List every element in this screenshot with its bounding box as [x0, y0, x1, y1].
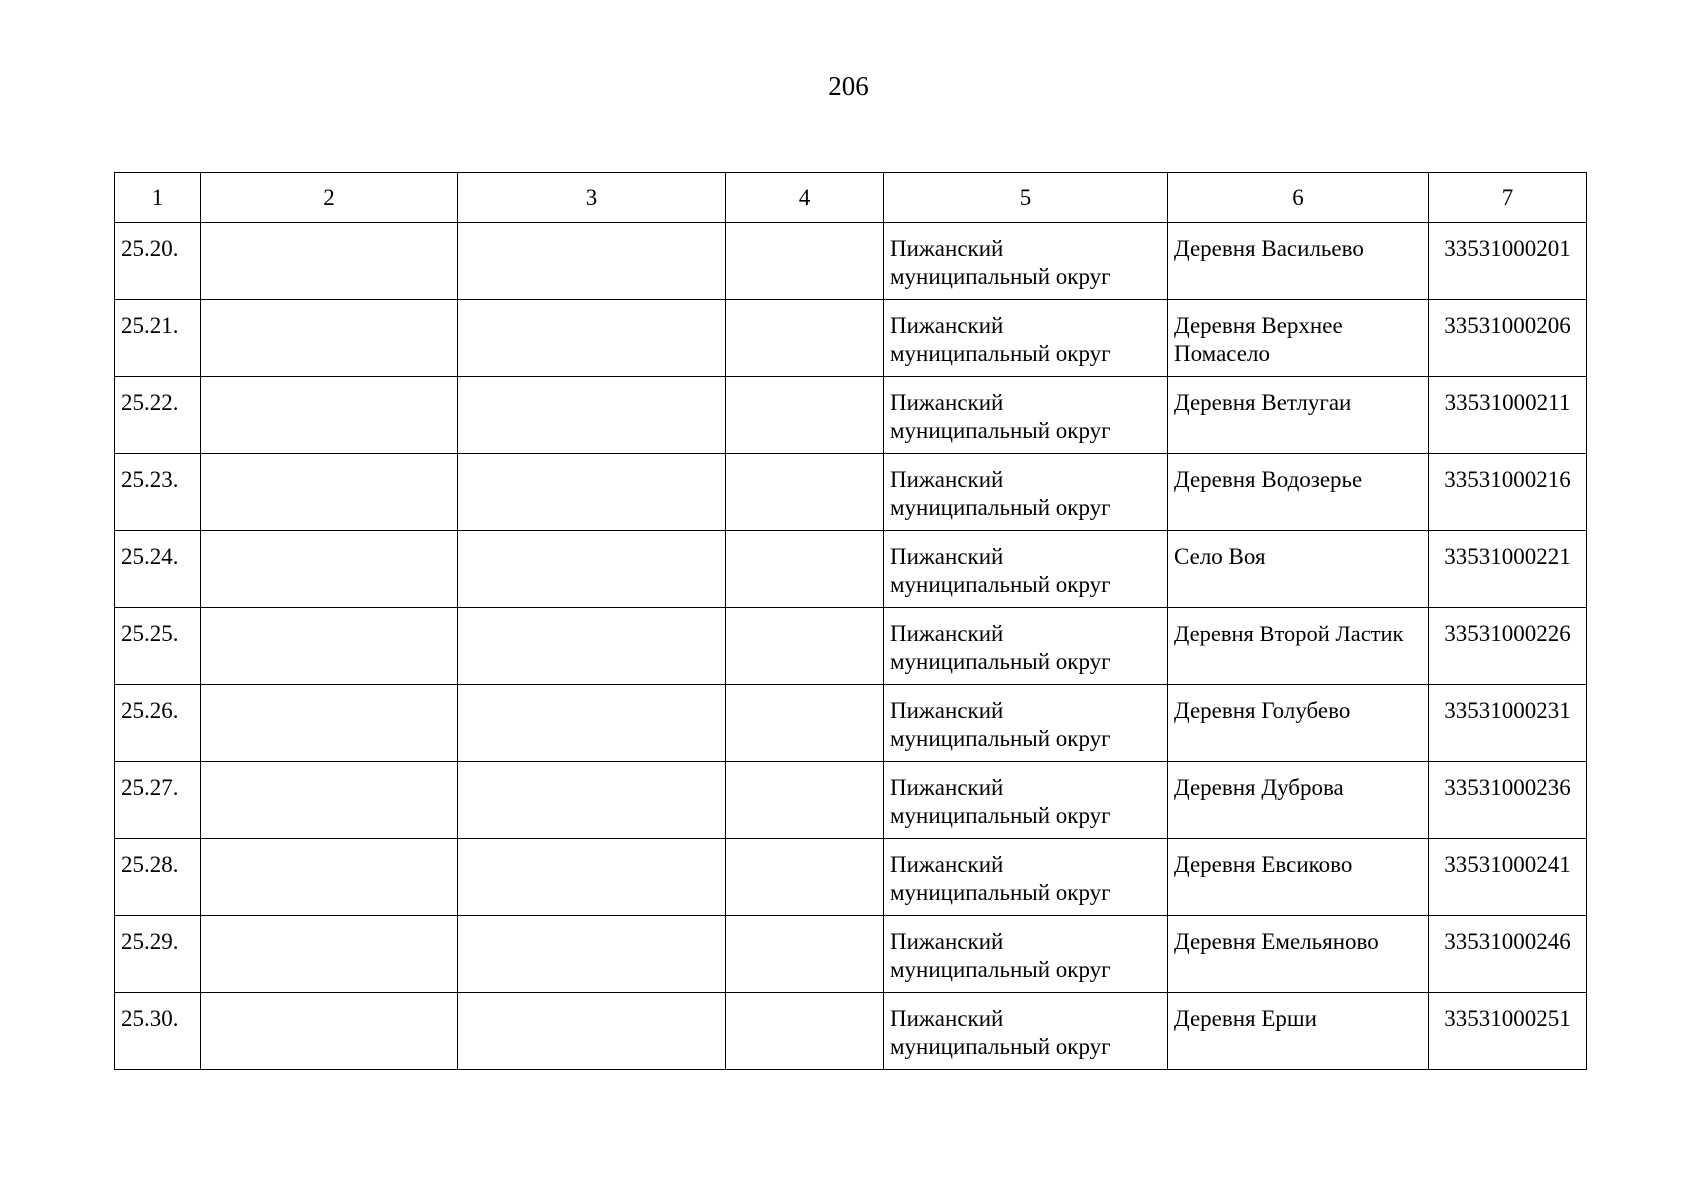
district-text: Пижанский муниципальный округ	[890, 1006, 1111, 1059]
table-row	[115, 377, 1587, 454]
code-cell: 33531000221	[1429, 531, 1587, 608]
settlement-cell	[1168, 685, 1429, 762]
code-cell: 33531000216	[1429, 454, 1587, 531]
column-3-cell	[458, 685, 726, 762]
row-number-cell: 25.30.	[115, 993, 201, 1070]
table-row	[115, 300, 1587, 377]
table-row	[115, 685, 1587, 762]
district-cell	[884, 531, 1168, 608]
district-text: Пижанский муниципальный округ	[890, 621, 1111, 674]
table-row	[115, 608, 1587, 685]
settlement-text: Деревня Верхнее Помасело	[1174, 313, 1343, 366]
code-cell: 33531000226	[1429, 608, 1587, 685]
table-body	[115, 223, 1587, 1070]
table-row	[115, 223, 1587, 300]
column-2-cell	[201, 762, 458, 839]
column-4-cell	[726, 377, 884, 454]
column-4-cell	[726, 993, 884, 1070]
row-number-cell: 25.26.	[115, 685, 201, 762]
table-row	[115, 916, 1587, 993]
settlement-text: Деревня Дуброва	[1174, 775, 1344, 800]
district-text: Пижанский муниципальный округ	[890, 236, 1111, 289]
district-cell	[884, 454, 1168, 531]
column-3-cell	[458, 531, 726, 608]
row-number-cell: 25.22.	[115, 377, 201, 454]
settlement-cell	[1168, 993, 1429, 1070]
column-header: 6	[1168, 173, 1429, 223]
row-number-cell: 25.27.	[115, 762, 201, 839]
column-4-cell	[726, 685, 884, 762]
code-cell: 33531000241	[1429, 839, 1587, 916]
column-2-cell	[201, 531, 458, 608]
column-4-cell	[726, 608, 884, 685]
column-header: 1	[115, 173, 201, 223]
table-row	[115, 993, 1587, 1070]
header-row	[115, 173, 1587, 223]
row-number-cell: 25.20.	[115, 223, 201, 300]
settlement-text: Деревня Голубево	[1174, 698, 1351, 723]
district-text: Пижанский муниципальный округ	[890, 313, 1111, 366]
column-header: 7	[1429, 173, 1587, 223]
district-text: Пижанский муниципальный округ	[890, 852, 1111, 905]
table-row	[115, 762, 1587, 839]
column-header: 5	[884, 173, 1168, 223]
code-cell: 33531000236	[1429, 762, 1587, 839]
code-cell: 33531000206	[1429, 300, 1587, 377]
column-2-cell	[201, 608, 458, 685]
column-4-cell	[726, 300, 884, 377]
settlement-cell	[1168, 916, 1429, 993]
settlement-text: Деревня Второй Ластик	[1174, 621, 1404, 646]
district-cell	[884, 300, 1168, 377]
settlement-text: Деревня Ветлугаи	[1174, 390, 1352, 415]
table-row	[115, 531, 1587, 608]
column-4-cell	[726, 531, 884, 608]
table-row	[115, 454, 1587, 531]
settlement-cell	[1168, 377, 1429, 454]
settlement-cell	[1168, 608, 1429, 685]
column-header: 2	[201, 173, 458, 223]
district-cell	[884, 839, 1168, 916]
settlement-text: Деревня Емельяново	[1174, 929, 1379, 954]
column-3-cell	[458, 608, 726, 685]
district-cell	[884, 916, 1168, 993]
column-2-cell	[201, 993, 458, 1070]
column-header: 3	[458, 173, 726, 223]
district-cell	[884, 685, 1168, 762]
column-3-cell	[458, 223, 726, 300]
district-text: Пижанский муниципальный округ	[890, 929, 1111, 982]
district-text: Пижанский муниципальный округ	[890, 544, 1111, 597]
district-cell	[884, 377, 1168, 454]
settlement-text: Деревня Васильево	[1174, 236, 1364, 261]
district-text: Пижанский муниципальный округ	[890, 698, 1111, 751]
settlement-text: Деревня Водозерье	[1174, 467, 1363, 492]
column-2-cell	[201, 454, 458, 531]
column-2-cell	[201, 916, 458, 993]
column-4-cell	[726, 916, 884, 993]
settlement-cell	[1168, 762, 1429, 839]
code-cell: 33531000246	[1429, 916, 1587, 993]
column-3-cell	[458, 839, 726, 916]
row-number-cell: 25.24.	[115, 531, 201, 608]
registry-table	[114, 172, 1587, 1070]
column-2-cell	[201, 839, 458, 916]
code-cell: 33531000231	[1429, 685, 1587, 762]
row-number-cell: 25.25.	[115, 608, 201, 685]
district-text: Пижанский муниципальный округ	[890, 390, 1111, 443]
code-cell: 33531000251	[1429, 993, 1587, 1070]
settlement-cell	[1168, 454, 1429, 531]
settlement-cell	[1168, 300, 1429, 377]
district-text: Пижанский муниципальный округ	[890, 467, 1111, 520]
row-number-cell: 25.23.	[115, 454, 201, 531]
row-number-cell: 25.21.	[115, 300, 201, 377]
column-3-cell	[458, 454, 726, 531]
table-header	[115, 173, 1587, 223]
row-number-cell: 25.29.	[115, 916, 201, 993]
settlement-text: Деревня Ерши	[1174, 1006, 1317, 1031]
column-3-cell	[458, 993, 726, 1070]
column-4-cell	[726, 839, 884, 916]
settlement-cell	[1168, 839, 1429, 916]
district-text: Пижанский муниципальный округ	[890, 775, 1111, 828]
district-cell	[884, 223, 1168, 300]
district-cell	[884, 993, 1168, 1070]
column-2-cell	[201, 685, 458, 762]
column-3-cell	[458, 762, 726, 839]
district-cell	[884, 608, 1168, 685]
column-header: 4	[726, 173, 884, 223]
code-cell: 33531000211	[1429, 377, 1587, 454]
code-cell: 33531000201	[1429, 223, 1587, 300]
column-4-cell	[726, 454, 884, 531]
settlement-text: Село Воя	[1174, 544, 1266, 569]
row-number-cell: 25.28.	[115, 839, 201, 916]
settlement-cell	[1168, 531, 1429, 608]
column-3-cell	[458, 377, 726, 454]
settlement-cell	[1168, 223, 1429, 300]
column-3-cell	[458, 300, 726, 377]
page-number: 206	[828, 71, 869, 101]
settlement-text: Деревня Евсиково	[1174, 852, 1353, 877]
column-4-cell	[726, 762, 884, 839]
column-2-cell	[201, 300, 458, 377]
table-row	[115, 839, 1587, 916]
column-4-cell	[726, 223, 884, 300]
column-3-cell	[458, 916, 726, 993]
district-cell	[884, 762, 1168, 839]
column-2-cell	[201, 377, 458, 454]
column-2-cell	[201, 223, 458, 300]
